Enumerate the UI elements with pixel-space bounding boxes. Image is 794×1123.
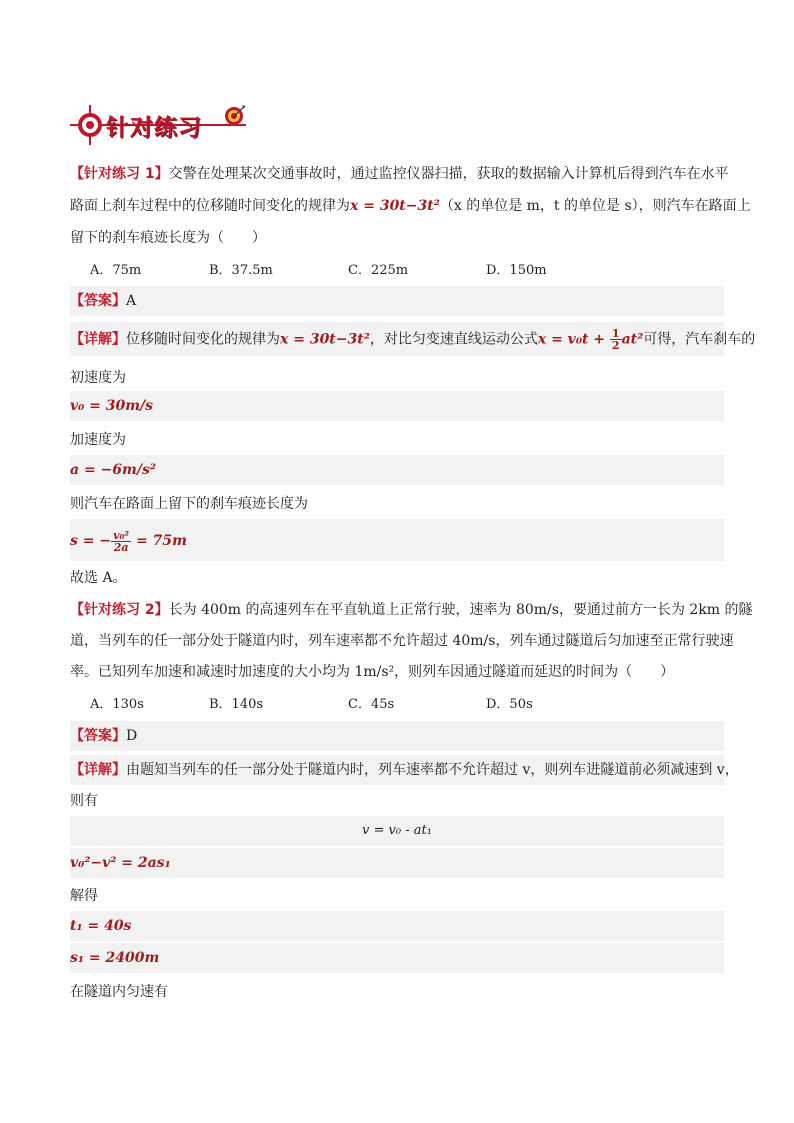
q1-answer-shade	[70, 286, 724, 316]
q2-line3: 率。已知列车加速和减速时加速度的大小均为 1m/s²，则列车因通过隧道而延迟的时间为（ ）	[70, 664, 675, 680]
eq-v0-shade	[70, 391, 724, 421]
eq-v2: v₀²−v² = 2as₁	[70, 855, 171, 871]
q2-option-c: C．45s	[348, 697, 395, 712]
eq-a: a = −6m/s²	[70, 462, 156, 478]
eq-t1-shade	[70, 911, 724, 941]
q2-line2: 道，当列车的任一部分处于隧道内时，列车速率都不允许超过 40m/s，列车通过隧道后匀加速至正常行驶速	[70, 633, 734, 649]
q1-detail-line2: 初速度为	[70, 370, 126, 386]
eq-a-shade	[70, 455, 724, 485]
q1-answer: 【答案】A	[70, 293, 137, 309]
q1-option-b: B．37.5m	[209, 263, 273, 278]
q1-line1: 【针对练习 1】交警在处理某次交通事故时，通过监控仪器扫描，获取的数据输入计算机后得到汽车在水平	[70, 166, 729, 182]
q1-option-c: C．225m	[348, 263, 409, 278]
q2-option-b: B．140s	[209, 697, 264, 712]
q2-detail-line2: 则有	[70, 793, 98, 809]
eq-v0: v₀ = 30m/s	[70, 398, 154, 414]
q1-line3: 留下的刹车痕迹长度为（ ）	[70, 230, 266, 246]
eq-t1: t₁ = 40s	[70, 918, 132, 934]
q1-option-a: A．75m	[90, 263, 142, 278]
q1-conclusion: 故选 A。	[70, 570, 127, 586]
q2-tag: 【针对练习 2】	[70, 602, 169, 618]
q2-detail-line1: 【详解】由题知当列车的任一部分处于隧道内时，列车速率都不允许超过 v，则列车进隧道前必须减速到 v，	[70, 762, 739, 778]
eq-s1-shade	[70, 943, 724, 973]
half-fraction: $\frac{1}{2}$	[611, 327, 620, 352]
accel-label: 加速度为	[70, 432, 126, 448]
target-icon	[78, 113, 102, 137]
q1-line2: 路面上刹车过程中的位移随时间变化的规律为x = 30t−3t²（x 的单位是 m，t 的单位是 s），则汽车在路面上	[70, 198, 751, 214]
q2-answer: 【答案】D	[70, 728, 138, 744]
q2-answer-shade	[70, 721, 724, 751]
q1-detail-line1: 【详解】位移随时间变化的规律为x = 30t−3t²，对比匀变速直线运动公式x = v₀t + $\frac{1}{2}$ at²可得，汽车刹车的	[70, 327, 756, 352]
solve-label: 解得	[70, 888, 98, 904]
eq-s1: s₁ = 2400m	[70, 950, 160, 966]
eq-s: s = − $\frac{\text{v₀²}}{2a}$ = 75m	[70, 528, 187, 554]
q2-option-d: D．50s	[486, 697, 533, 712]
eq-v: v = v₀ - at₁	[362, 823, 432, 838]
q1-tag: 【针对练习 1】	[70, 166, 169, 182]
header-title: 针对练习	[106, 115, 202, 141]
q2-option-a: A．130s	[90, 697, 144, 712]
q1-option-d: D．150m	[486, 263, 547, 278]
dart-target-icon	[225, 105, 245, 125]
q2-line1: 【针对练习 2】长为 400m 的高速列车在平直轨道上正常行驶，速率为 80m/s，要通过前方一长为 2km 的隧	[70, 602, 753, 618]
eq-s-fraction: $\frac{\text{v₀²}}{2a}$	[113, 528, 130, 554]
skid-label: 则汽车在路面上留下的刹车痕迹长度为	[70, 496, 308, 512]
q1-formula: x = 30t−3t²	[350, 198, 440, 214]
tunnel-label: 在隧道内匀速有	[70, 984, 168, 1000]
section-header	[70, 100, 260, 150]
